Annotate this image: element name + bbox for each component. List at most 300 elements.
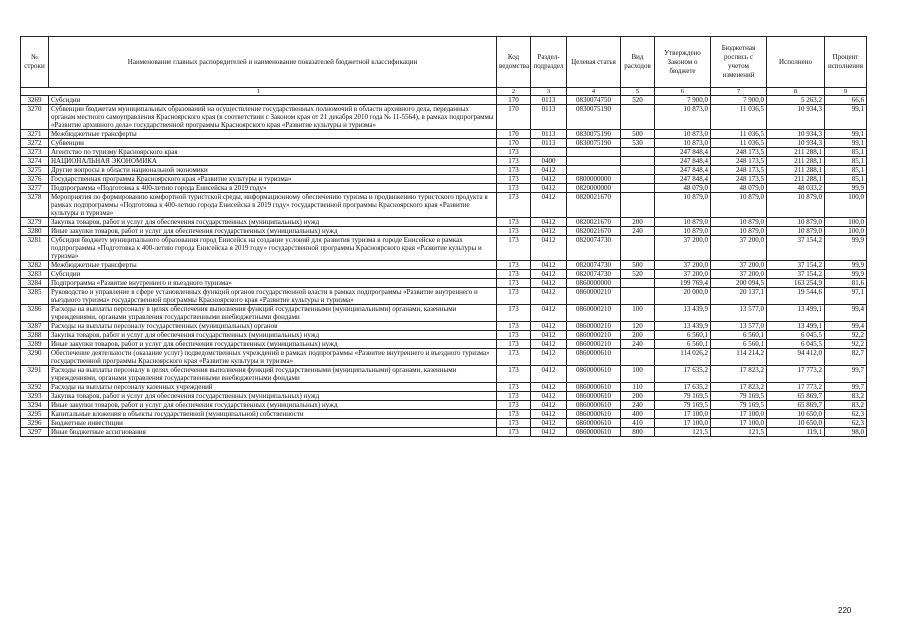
row-section: 0412 bbox=[531, 383, 567, 392]
table-body bbox=[21, 96, 867, 437]
row-budget: 248 173,5 bbox=[711, 148, 767, 157]
row-section: 0412 bbox=[531, 410, 567, 419]
row-pct: 99,4 bbox=[825, 322, 867, 331]
row-name: Закупка товаров, работ и услуг для обеспечения государственных (муниципальных) нужд bbox=[49, 392, 497, 401]
row-done: 10 934,3 bbox=[767, 139, 825, 148]
row-done: 211 288,1 bbox=[767, 148, 825, 157]
row-target: 0820074730 bbox=[567, 261, 621, 270]
table-row bbox=[21, 392, 867, 401]
row-kind bbox=[621, 193, 655, 218]
row-code: 173 bbox=[497, 331, 531, 340]
row-number: 3292 bbox=[21, 383, 49, 392]
row-pct: 99,1 bbox=[825, 139, 867, 148]
row-number: 3276 bbox=[21, 175, 49, 184]
row-target: 0860000610 bbox=[567, 419, 621, 428]
row-name: Расходы на выплаты персоналу в целях обеспечения выполнения функций государственными (муниципальными) органами, казенными учреждениями, органами управления государственными внебюджетными фондами bbox=[49, 305, 497, 322]
column-number-row bbox=[21, 88, 867, 96]
row-kind: 400 bbox=[621, 410, 655, 419]
row-done: 65 869,7 bbox=[767, 392, 825, 401]
row-number: 3297 bbox=[21, 428, 49, 437]
row-code: 173 bbox=[497, 322, 531, 331]
row-target: 0860000610 bbox=[567, 428, 621, 437]
row-target: 0860000210 bbox=[567, 288, 621, 305]
row-pct: 100,0 bbox=[825, 218, 867, 227]
row-name: Расходы на выплаты персоналу казенных учреждений bbox=[49, 383, 497, 392]
row-number: 3277 bbox=[21, 184, 49, 193]
row-target: 0820021670 bbox=[567, 227, 621, 236]
row-approved: 7 900,0 bbox=[655, 96, 711, 105]
row-number: 3295 bbox=[21, 410, 49, 419]
row-number: 3293 bbox=[21, 392, 49, 401]
row-name: Подпрограмма «Подготовка к 400-летию города Енисейска в 2019 году» bbox=[49, 184, 497, 193]
row-section: 0412 bbox=[531, 401, 567, 410]
row-number: 3275 bbox=[21, 166, 49, 175]
table-row bbox=[21, 279, 867, 288]
row-kind bbox=[621, 175, 655, 184]
row-code: 173 bbox=[497, 392, 531, 401]
row-approved: 37 200,0 bbox=[655, 236, 711, 261]
header-row bbox=[21, 37, 867, 88]
row-section: 0412 bbox=[531, 288, 567, 305]
table-row bbox=[21, 96, 867, 105]
row-done: 119,1 bbox=[767, 428, 825, 437]
row-number: 3294 bbox=[21, 401, 49, 410]
row-name: НАЦИОНАЛЬНАЯ ЭКОНОМИКА bbox=[49, 157, 497, 166]
row-section: 0412 bbox=[531, 305, 567, 322]
header-done: Исполнено bbox=[767, 37, 825, 88]
row-code: 173 bbox=[497, 270, 531, 279]
row-name: Агентство по туризму Красноярского края bbox=[49, 148, 497, 157]
row-pct: 99,9 bbox=[825, 270, 867, 279]
row-code: 173 bbox=[497, 175, 531, 184]
row-budget: 10 879,0 bbox=[711, 193, 767, 218]
column-number: 5 bbox=[621, 88, 655, 96]
row-number: 3278 bbox=[21, 193, 49, 218]
row-kind: 240 bbox=[621, 227, 655, 236]
row-number: 3281 bbox=[21, 236, 49, 261]
row-kind: 240 bbox=[621, 401, 655, 410]
row-name: Капитальные вложения в объекты государственной (муниципальной) собственности bbox=[49, 410, 497, 419]
row-pct: 92,2 bbox=[825, 331, 867, 340]
row-budget: 79 169,5 bbox=[711, 392, 767, 401]
row-pct: 99,7 bbox=[825, 383, 867, 392]
row-section: 0113 bbox=[531, 139, 567, 148]
row-number: 3271 bbox=[21, 130, 49, 139]
row-number: 3290 bbox=[21, 349, 49, 366]
header-budget: Бюджетная роспись с учетом изменений bbox=[711, 37, 767, 88]
row-target: 0860000000 bbox=[567, 279, 621, 288]
row-pct: 99,9 bbox=[825, 184, 867, 193]
row-section: 0412 bbox=[531, 193, 567, 218]
row-done: 211 288,1 bbox=[767, 166, 825, 175]
table-row bbox=[21, 322, 867, 331]
row-section: 0412 bbox=[531, 270, 567, 279]
row-budget: 48 079,0 bbox=[711, 184, 767, 193]
row-section: 0412 bbox=[531, 331, 567, 340]
row-target: 0830075190 bbox=[567, 130, 621, 139]
row-approved: 10 879,0 bbox=[655, 193, 711, 218]
row-pct: 99,9 bbox=[825, 261, 867, 270]
row-budget: 79 169,5 bbox=[711, 401, 767, 410]
row-section: 0412 bbox=[531, 184, 567, 193]
row-target: 0830074750 bbox=[567, 96, 621, 105]
row-target: 0820021670 bbox=[567, 193, 621, 218]
row-kind: 200 bbox=[621, 331, 655, 340]
row-section bbox=[531, 148, 567, 157]
row-kind: 200 bbox=[621, 218, 655, 227]
row-budget: 248 173,5 bbox=[711, 175, 767, 184]
row-code: 173 bbox=[497, 227, 531, 236]
row-pct: 83,2 bbox=[825, 401, 867, 410]
row-approved: 247 848,4 bbox=[655, 148, 711, 157]
table-row bbox=[21, 184, 867, 193]
row-done: 37 154,2 bbox=[767, 261, 825, 270]
row-pct: 99,7 bbox=[825, 366, 867, 383]
row-pct: 82,7 bbox=[825, 349, 867, 366]
row-kind: 120 bbox=[621, 322, 655, 331]
row-section: 0412 bbox=[531, 428, 567, 437]
row-done: 6 045,5 bbox=[767, 331, 825, 340]
row-kind: 500 bbox=[621, 130, 655, 139]
row-approved: 17 635,2 bbox=[655, 383, 711, 392]
row-code: 173 bbox=[497, 261, 531, 270]
row-pct: 66,6 bbox=[825, 96, 867, 105]
row-done: 19 544,6 bbox=[767, 288, 825, 305]
row-pct: 85,1 bbox=[825, 166, 867, 175]
row-kind: 100 bbox=[621, 366, 655, 383]
row-approved: 114 026,2 bbox=[655, 349, 711, 366]
row-number: 3272 bbox=[21, 139, 49, 148]
row-target: 0860000210 bbox=[567, 331, 621, 340]
row-code: 170 bbox=[497, 130, 531, 139]
row-number: 3288 bbox=[21, 331, 49, 340]
table-row bbox=[21, 349, 867, 366]
row-code: 173 bbox=[497, 193, 531, 218]
row-section: 0412 bbox=[531, 227, 567, 236]
row-approved: 6 560,1 bbox=[655, 331, 711, 340]
row-code: 173 bbox=[497, 401, 531, 410]
row-kind bbox=[621, 184, 655, 193]
row-done: 10 650,0 bbox=[767, 419, 825, 428]
row-target: 0860000610 bbox=[567, 410, 621, 419]
row-kind: 100 bbox=[621, 305, 655, 322]
row-budget: 37 200,0 bbox=[711, 236, 767, 261]
row-approved: 10 873,0 bbox=[655, 105, 711, 130]
row-kind: 800 bbox=[621, 428, 655, 437]
row-code: 173 bbox=[497, 428, 531, 437]
row-budget: 17 100,0 bbox=[711, 419, 767, 428]
row-code: 173 bbox=[497, 383, 531, 392]
row-done: 94 412,0 bbox=[767, 349, 825, 366]
row-target: 0800000000 bbox=[567, 175, 621, 184]
row-budget: 17 100,0 bbox=[711, 410, 767, 419]
row-done: 48 033,2 bbox=[767, 184, 825, 193]
row-section: 0412 bbox=[531, 261, 567, 270]
row-approved: 13 439,9 bbox=[655, 322, 711, 331]
row-kind: 240 bbox=[621, 340, 655, 349]
table-row bbox=[21, 340, 867, 349]
row-pct: 62,3 bbox=[825, 410, 867, 419]
row-number: 3273 bbox=[21, 148, 49, 157]
row-number: 3287 bbox=[21, 322, 49, 331]
column-number: 9 bbox=[825, 88, 867, 96]
page-number: 220 bbox=[838, 606, 852, 615]
row-pct: 81,6 bbox=[825, 279, 867, 288]
table-row bbox=[21, 270, 867, 279]
table-row bbox=[21, 193, 867, 218]
row-code: 173 bbox=[497, 366, 531, 383]
row-section: 0412 bbox=[531, 392, 567, 401]
row-code: 173 bbox=[497, 288, 531, 305]
header-pct: Процент исполнения bbox=[825, 37, 867, 88]
row-pct: 62,3 bbox=[825, 419, 867, 428]
row-name: Расходы на выплаты персоналу государственных (муниципальных) органов bbox=[49, 322, 497, 331]
row-done: 37 154,2 bbox=[767, 270, 825, 279]
header-row-no: № строки bbox=[21, 37, 49, 88]
table-row bbox=[21, 401, 867, 410]
row-budget: 248 173,5 bbox=[711, 166, 767, 175]
row-target: 0860000610 bbox=[567, 401, 621, 410]
row-budget: 121,5 bbox=[711, 428, 767, 437]
row-kind: 410 bbox=[621, 419, 655, 428]
row-done: 10 934,3 bbox=[767, 130, 825, 139]
row-section: 0412 bbox=[531, 419, 567, 428]
row-approved: 13 439,9 bbox=[655, 305, 711, 322]
row-pct: 85,1 bbox=[825, 157, 867, 166]
row-pct: 85,1 bbox=[825, 148, 867, 157]
row-done: 17 773,2 bbox=[767, 383, 825, 392]
row-code: 173 bbox=[497, 166, 531, 175]
row-name: Обеспечение деятельности (оказание услуг) подведомственных учреждений в рамках подпрограммы «Развитие внутреннего и въездного туризма» государственной программы Красноярского края «Развитие культуры и туризма» bbox=[49, 349, 497, 366]
row-budget: 7 900,0 bbox=[711, 96, 767, 105]
header-target: Целевая статья bbox=[567, 37, 621, 88]
row-code: 173 bbox=[497, 236, 531, 261]
row-target: 0830075190 bbox=[567, 139, 621, 148]
column-number: 7 bbox=[711, 88, 767, 96]
budget-table bbox=[20, 36, 867, 437]
table-row bbox=[21, 166, 867, 175]
row-pct: 83,2 bbox=[825, 392, 867, 401]
row-code: 170 bbox=[497, 96, 531, 105]
row-done: 163 254,9 bbox=[767, 279, 825, 288]
column-number: 1 bbox=[21, 88, 497, 96]
column-number: 4 bbox=[567, 88, 621, 96]
row-approved: 17 635,2 bbox=[655, 366, 711, 383]
row-done: 10 650,0 bbox=[767, 410, 825, 419]
row-budget: 11 036,5 bbox=[711, 105, 767, 130]
row-pct: 97,1 bbox=[825, 288, 867, 305]
row-done: 13 499,1 bbox=[767, 322, 825, 331]
row-budget: 37 200,0 bbox=[711, 270, 767, 279]
row-name: Руководство и управление в сфере установленных функций органов государственной власти в рамках подпрограммы «Развитие внутреннего и въездного туризма» государственной программы Красноярского края «Развитие культуры и туризма» bbox=[49, 288, 497, 305]
row-section: 0412 bbox=[531, 366, 567, 383]
row-name: Межбюджетные трансферты bbox=[49, 261, 497, 270]
row-pct: 100,0 bbox=[825, 193, 867, 218]
row-done: 17 773,2 bbox=[767, 366, 825, 383]
header-section: Раздел-подраздел bbox=[531, 37, 567, 88]
row-approved: 10 873,0 bbox=[655, 130, 711, 139]
row-budget: 114 214,2 bbox=[711, 349, 767, 366]
row-name: Государственная программа Красноярского края «Развитие культуры и туризма» bbox=[49, 175, 497, 184]
row-approved: 247 848,4 bbox=[655, 166, 711, 175]
row-name: Иные закупки товаров, работ и услуг для обеспечения государственных (муниципальных) нужд bbox=[49, 340, 497, 349]
row-done: 65 869,7 bbox=[767, 401, 825, 410]
row-target: 0860000610 bbox=[567, 366, 621, 383]
header-approved: Утверждено Законом о бюджете bbox=[655, 37, 711, 88]
row-name: Мероприятия по формированию комфортной туристской среды, информационному обеспечению туризма и продвижению туристского продукта в рамках подпрограммы «Подготовка к 400-летию города Енисейска в 2019 году» государственной программы Красноярского края «Развитие культуры и туризма» bbox=[49, 193, 497, 218]
row-section: 0412 bbox=[531, 175, 567, 184]
table-row bbox=[21, 105, 867, 130]
row-approved: 6 560,1 bbox=[655, 340, 711, 349]
row-name: Подпрограмма «Развитие внутреннего и въездного туризма» bbox=[49, 279, 497, 288]
row-section: 0113 bbox=[531, 105, 567, 130]
row-approved: 48 079,0 bbox=[655, 184, 711, 193]
row-section: 0113 bbox=[531, 96, 567, 105]
row-kind: 520 bbox=[621, 270, 655, 279]
row-approved: 10 879,0 bbox=[655, 218, 711, 227]
row-code: 173 bbox=[497, 419, 531, 428]
row-code: 173 bbox=[497, 218, 531, 227]
table-row bbox=[21, 410, 867, 419]
row-name: Субвенции bbox=[49, 139, 497, 148]
row-budget: 11 036,5 bbox=[711, 139, 767, 148]
row-done: 10 879,0 bbox=[767, 193, 825, 218]
row-pct: 92,2 bbox=[825, 340, 867, 349]
row-code: 173 bbox=[497, 340, 531, 349]
row-pct: 100,0 bbox=[825, 227, 867, 236]
row-approved: 37 200,0 bbox=[655, 270, 711, 279]
row-kind bbox=[621, 166, 655, 175]
row-approved: 79 169,5 bbox=[655, 401, 711, 410]
row-budget: 13 577,0 bbox=[711, 322, 767, 331]
row-kind bbox=[621, 349, 655, 366]
table-row bbox=[21, 227, 867, 236]
row-number: 3291 bbox=[21, 366, 49, 383]
row-name: Иные закупки товаров, работ и услуг для обеспечения государственных (муниципальных) нужд bbox=[49, 227, 497, 236]
budget-table-sheet bbox=[20, 36, 866, 437]
table-row bbox=[21, 428, 867, 437]
table-row bbox=[21, 383, 867, 392]
column-number: 6 bbox=[655, 88, 711, 96]
row-budget: 17 823,2 bbox=[711, 366, 767, 383]
row-name: Межбюджетные трансферты bbox=[49, 130, 497, 139]
row-budget: 13 577,0 bbox=[711, 305, 767, 322]
row-done: 13 499,1 bbox=[767, 305, 825, 322]
row-number: 3269 bbox=[21, 96, 49, 105]
row-section: 0412 bbox=[531, 322, 567, 331]
row-pct: 99,9 bbox=[825, 236, 867, 261]
row-approved: 10 873,0 bbox=[655, 139, 711, 148]
row-target: 0860000610 bbox=[567, 383, 621, 392]
row-name: Бюджетные инвестиции bbox=[49, 419, 497, 428]
row-budget: 37 200,0 bbox=[711, 261, 767, 270]
header-name: Наименование главных распорядителей и наименование показателей бюджетной классификации bbox=[49, 37, 497, 88]
row-pct: 85,1 bbox=[825, 175, 867, 184]
row-budget: 10 879,0 bbox=[711, 227, 767, 236]
row-target: 0860000610 bbox=[567, 392, 621, 401]
row-code: 173 bbox=[497, 148, 531, 157]
row-section: 0412 bbox=[531, 279, 567, 288]
row-number: 3283 bbox=[21, 270, 49, 279]
row-code: 173 bbox=[497, 157, 531, 166]
row-name: Закупка товаров, работ и услуг для обеспечения государственных (муниципальных) нужд bbox=[49, 218, 497, 227]
row-target: 0820021670 bbox=[567, 218, 621, 227]
row-target: 0860000210 bbox=[567, 340, 621, 349]
row-done: 10 934,3 bbox=[767, 105, 825, 130]
row-target: 0860000610 bbox=[567, 349, 621, 366]
row-target: 0820074730 bbox=[567, 236, 621, 261]
row-target: 0860000210 bbox=[567, 322, 621, 331]
row-approved: 121,5 bbox=[655, 428, 711, 437]
row-code: 170 bbox=[497, 139, 531, 148]
row-name: Закупка товаров, работ и услуг для обеспечения государственных (муниципальных) нужд bbox=[49, 331, 497, 340]
table-row bbox=[21, 139, 867, 148]
row-approved: 20 000,0 bbox=[655, 288, 711, 305]
row-done: 5 263,2 bbox=[767, 96, 825, 105]
column-number: 2 bbox=[497, 88, 531, 96]
row-approved: 10 879,0 bbox=[655, 227, 711, 236]
row-kind: 530 bbox=[621, 139, 655, 148]
row-approved: 17 100,0 bbox=[655, 410, 711, 419]
row-approved: 199 769,4 bbox=[655, 279, 711, 288]
row-section: 0412 bbox=[531, 166, 567, 175]
row-code: 170 bbox=[497, 105, 531, 130]
table-row bbox=[21, 236, 867, 261]
row-done: 211 288,1 bbox=[767, 157, 825, 166]
row-section: 0113 bbox=[531, 130, 567, 139]
header-code: Код ведомства bbox=[497, 37, 531, 88]
row-number: 3279 bbox=[21, 218, 49, 227]
row-number: 3285 bbox=[21, 288, 49, 305]
row-name: Субвенции бюджетам муниципальных образований на осуществление государственных полномочий в области архивного дела, переданных органам местного самоуправления Красноярского края (в соответствии с Законом края от 21 декабря 2010 года № 11-5564), в рамках подпрограммы «Развитие архивного дела» государственной программы Красноярского края «Развитие культуры и туризма» bbox=[49, 105, 497, 130]
header-kind: Вид расходов bbox=[621, 37, 655, 88]
row-name: Субсидии bbox=[49, 96, 497, 105]
row-name: Субсидии bbox=[49, 270, 497, 279]
row-number: 3289 bbox=[21, 340, 49, 349]
table-row bbox=[21, 148, 867, 157]
row-budget: 17 823,2 bbox=[711, 383, 767, 392]
row-name: Иные закупки товаров, работ и услуг для обеспечения государственных (муниципальных) нужд bbox=[49, 401, 497, 410]
row-code: 173 bbox=[497, 410, 531, 419]
row-done: 37 154,2 bbox=[767, 236, 825, 261]
row-pct: 99,1 bbox=[825, 105, 867, 130]
row-kind bbox=[621, 148, 655, 157]
row-pct: 98,0 bbox=[825, 428, 867, 437]
row-kind bbox=[621, 157, 655, 166]
row-target: 0860000210 bbox=[567, 305, 621, 322]
row-kind bbox=[621, 288, 655, 305]
row-section: 0412 bbox=[531, 349, 567, 366]
row-section: 0412 bbox=[531, 236, 567, 261]
row-name: Субсидия бюджету муниципального образования город Енисейск на создание условий для развития туризма в городе Енисейске в рамках подпрограммы «Подготовка к 400-летию города Енисейска в 2019 году» государственной программы Красноярского края «Развитие культуры и туризма» bbox=[49, 236, 497, 261]
row-pct: 99,4 bbox=[825, 305, 867, 322]
row-number: 3274 bbox=[21, 157, 49, 166]
row-approved: 247 848,4 bbox=[655, 175, 711, 184]
row-target: 0820074730 bbox=[567, 270, 621, 279]
row-budget: 11 036,5 bbox=[711, 130, 767, 139]
row-name: Расходы на выплаты персоналу в целях обеспечения выполнения функций государственными (муниципальными) органами, казенными учреждениями, органами управления государственными внебюджетными фондами bbox=[49, 366, 497, 383]
column-number: 3 bbox=[531, 88, 567, 96]
row-kind: 500 bbox=[621, 261, 655, 270]
row-number: 3296 bbox=[21, 419, 49, 428]
row-section: 0412 bbox=[531, 340, 567, 349]
row-target: 0830075190 bbox=[567, 105, 621, 130]
row-code: 173 bbox=[497, 305, 531, 322]
row-done: 10 879,0 bbox=[767, 227, 825, 236]
table-row bbox=[21, 175, 867, 184]
row-name: Иные бюджетные ассигнования bbox=[49, 428, 497, 437]
row-target: 0820000000 bbox=[567, 184, 621, 193]
